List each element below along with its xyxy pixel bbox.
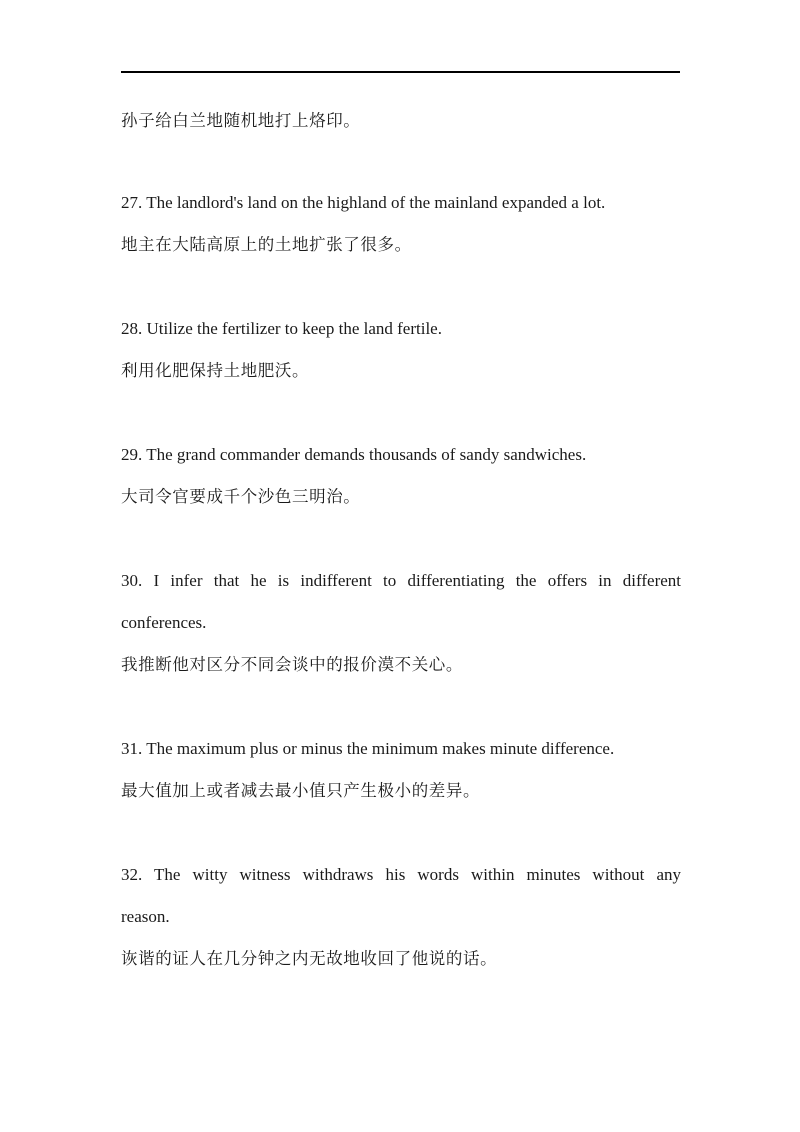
translation-27: 地主在大陆高原上的土地扩张了很多。	[121, 235, 412, 254]
sentence-30-line-2: conferences.	[121, 613, 207, 632]
sentence-32-line-2: reason.	[121, 907, 170, 926]
translation-30: 我推断他对区分不同会谈中的报价漠不关心。	[121, 655, 463, 674]
translation-32: 诙谐的证人在几分钟之内无故地收回了他说的话。	[121, 949, 498, 968]
translation-29: 大司令官要成千个沙色三明治。	[121, 487, 361, 506]
sentence-30-line-1: 30. I infer that he is indifferent to differentiating the offers in different	[121, 571, 681, 590]
translation-line: 孙子给白兰地随机地打上烙印。	[121, 111, 361, 130]
sentence-32-line-1: 32. The witty witness withdraws his words within minutes without any	[121, 865, 681, 884]
sentence-29: 29. The grand commander demands thousands of sandy sandwiches.	[121, 445, 587, 464]
sentence-31: 31. The maximum plus or minus the minimum makes minute difference.	[121, 739, 615, 758]
translation-28: 利用化肥保持土地肥沃。	[121, 361, 310, 380]
sentence-28: 28. Utilize the fertilizer to keep the land fertile.	[121, 319, 442, 338]
translation-31: 最大值加上或者减去最小值只产生极小的差异。	[121, 781, 481, 800]
header-rule	[121, 71, 680, 73]
sentence-27: 27. The landlord's land on the highland of the mainland expanded a lot.	[121, 193, 606, 212]
